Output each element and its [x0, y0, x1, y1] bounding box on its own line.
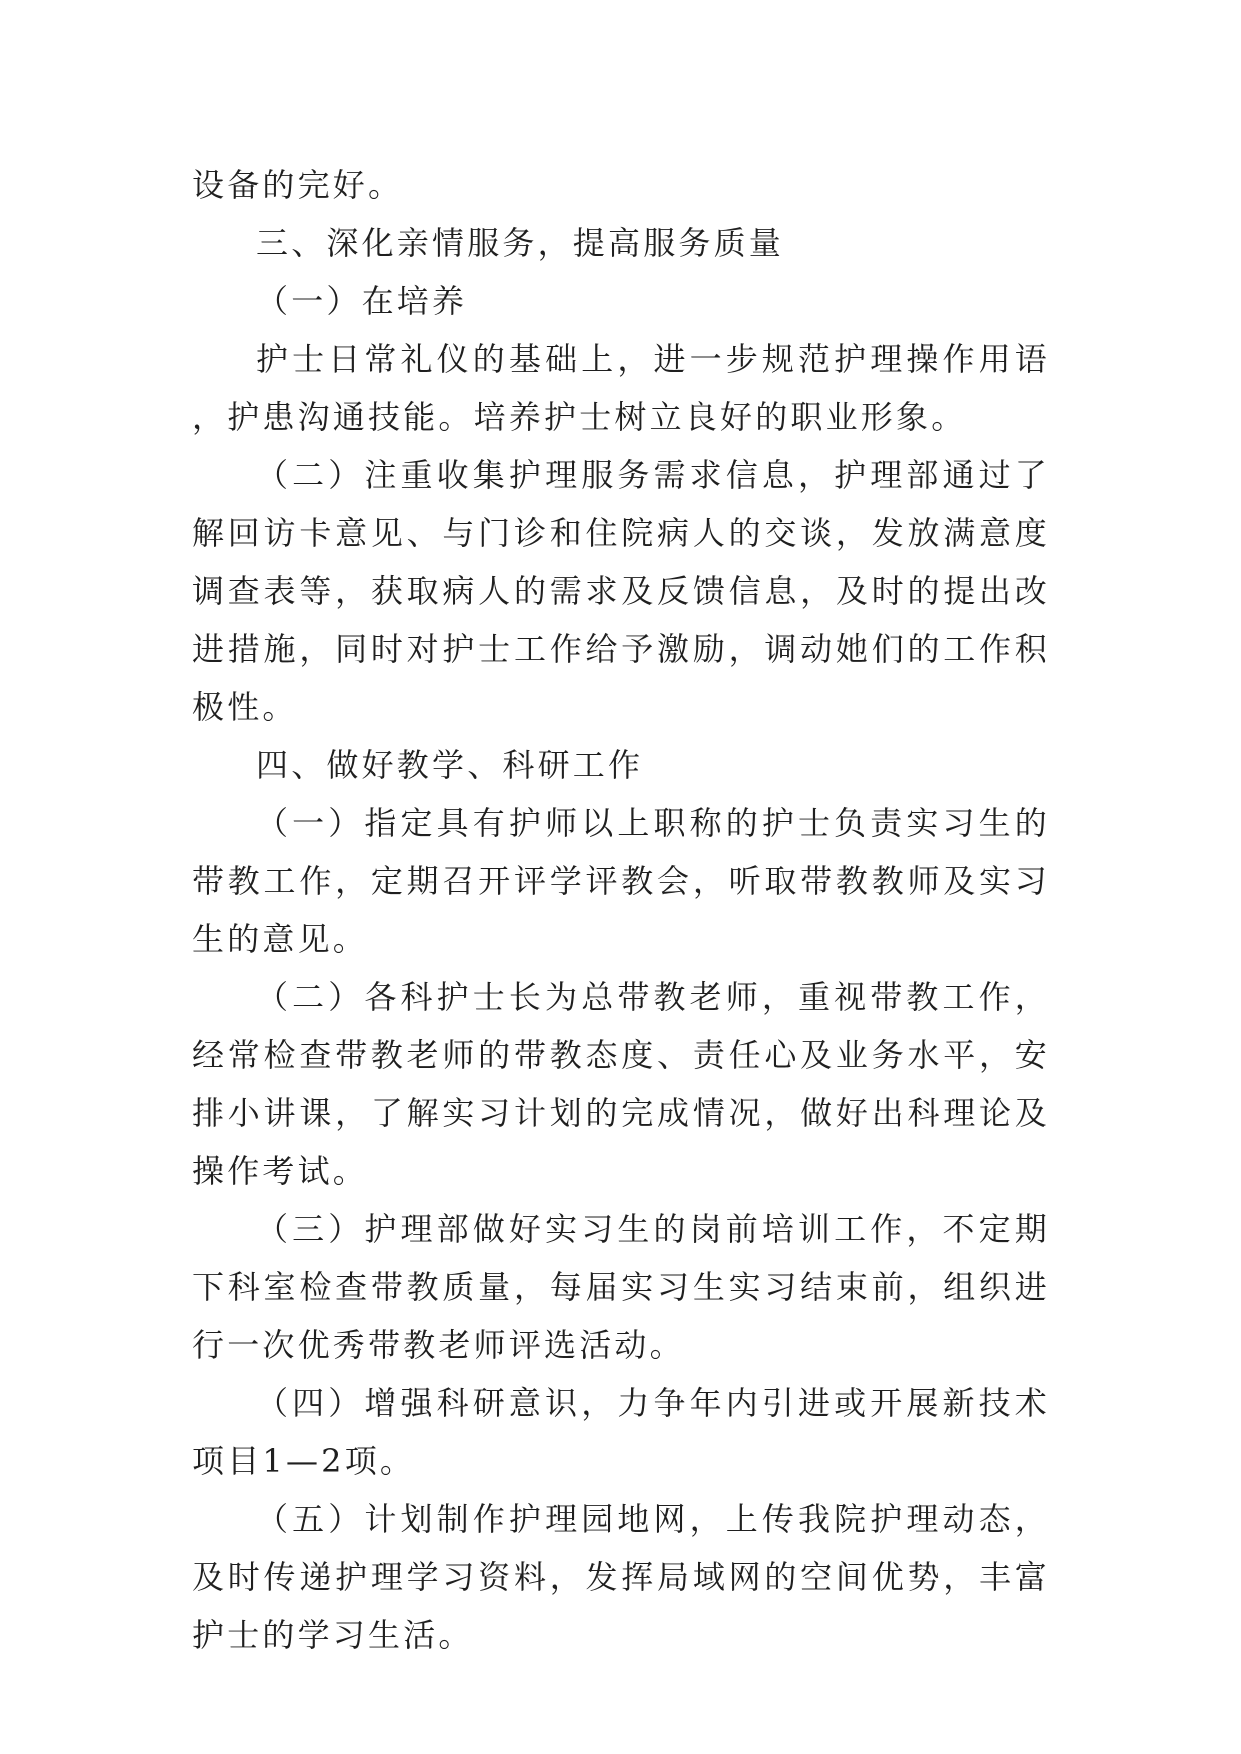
subsection-heading-3-1: （一）在培养 — [256, 282, 468, 320]
section-heading-4: 四、做好教学、科研工作 — [256, 746, 644, 784]
document-body — [192, 156, 1050, 1664]
paragraph-continuation: 设备的完好。 — [192, 166, 404, 204]
paragraph-3-1-body: 护士日常礼仪的基础上，进一步规范护理操作用语，护患沟通技能。培养护士树立良好的职业形象。 — [192, 340, 1050, 436]
paragraph-4-5: （五）计划制作护理园地网，上传我院护理动态，及时传递护理学习资料，发挥局域网的空间优势，丰富护士的学习生活。 — [192, 1500, 1050, 1654]
paragraph-4-3: （三）护理部做好实习生的岗前培训工作，不定期下科室检查带教质量，每届实习生实习结束前，组织进行一次优秀带教老师评选活动。 — [192, 1210, 1050, 1364]
section-heading-3: 三、深化亲情服务，提高服务质量 — [256, 224, 785, 262]
paragraph-4-4: （四）增强科研意识，力争年内引进或开展新技术项目1—2项。 — [192, 1384, 1050, 1480]
paragraph-4-1: （一）指定具有护师以上职称的护士负责实习生的带教工作，定期召开评学评教会，听取带教教师及实习生的意见。 — [192, 804, 1050, 958]
paragraph-4-2: （二）各科护士长为总带教老师，重视带教工作，经常检查带教老师的带教态度、责任心及业务水平，安排小讲课，了解实习计划的完成情况，做好出科理论及操作考试。 — [192, 978, 1050, 1190]
paragraph-3-2: （二）注重收集护理服务需求信息，护理部通过了解回访卡意见、与门诊和住院病人的交谈，发放满意度调查表等，获取病人的需求及反馈信息，及时的提出改进措施，同时对护士工作给予激励，调动她们的工作积极性。 — [192, 456, 1050, 726]
